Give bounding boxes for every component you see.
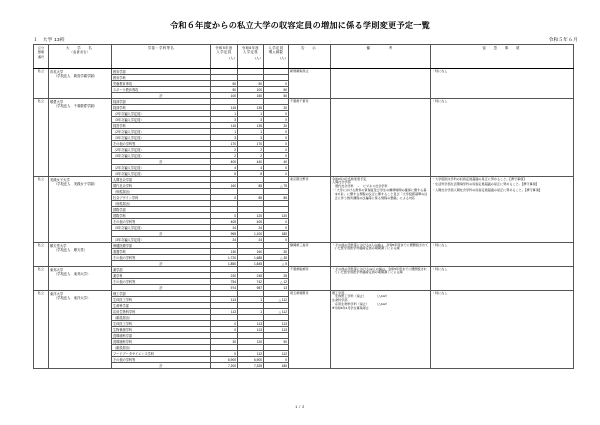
cell-total-delta: 180 [264, 231, 289, 237]
cell-university [49, 69, 112, 99]
cell-department: 人間社会学部 [112, 177, 211, 183]
cell-delta: △ 12 [264, 279, 289, 285]
cell-delta: △ 35 [264, 255, 289, 261]
cell-delta: 0 [264, 225, 289, 231]
cell-total-capacity-r6: 987 [238, 285, 264, 291]
university-corporation: （学校法人 実践女子学園） [54, 181, 97, 186]
cell-department: 理工学部 [112, 291, 211, 297]
cell-department: （新設届出） [112, 345, 211, 351]
cell-capacity-r5: 0 [211, 327, 238, 333]
cell-total-sub-capacity-r6: 8 [238, 171, 264, 177]
university-name: 東洋大学 [50, 291, 64, 296]
cell-capacity-r6: 2 [238, 147, 264, 153]
cell-capacity-r6: 2 [238, 153, 264, 159]
cell-total-sublabel: （2年次編入学定員） [112, 165, 211, 171]
caution-line: ・人間社会学部人間社会学科の収容定員超過の是正に努めること。【遵守事項】 [432, 188, 542, 193]
cell-capacity-r5: 405 [211, 219, 238, 225]
cell-department: 保健医療学部 [112, 243, 211, 249]
cell-notice: 静岡県三島市 [289, 243, 331, 267]
university-corporation: （学校法人 順天堂） [54, 247, 87, 252]
university-corporation: （学校法人 東邦大学） [54, 271, 91, 276]
col-university: 大 学 名 （設置者名） [49, 45, 112, 69]
cell-department: 経済学科 [112, 105, 211, 111]
section-label: １ 大学 13校 [33, 37, 65, 42]
cell-capacity-r6: 742 [238, 279, 264, 285]
cell-total-delta: 40 [264, 159, 289, 165]
cell-capacity-r5: 115 [211, 123, 238, 129]
cell-department: （3年次編入学定員） [112, 135, 211, 141]
cell-total-sub-delta: 0 [264, 171, 289, 177]
cell-department: （新設届出） [112, 315, 211, 321]
cell-capacity-r6: 245 [238, 273, 264, 279]
remark-line: 現代社会学科 → ビジネス社会学科 [332, 184, 388, 189]
university-name: 育英大学 [50, 69, 64, 74]
cell-total-capacity-r6: 1,845 [238, 261, 264, 267]
cell-department: 現代社会学科 [112, 183, 211, 189]
remark-line: ・その他の学科等における3人の減は、令和5年度までに既開設されていた医学部医学科臨時定員の期間満了による減 [332, 242, 429, 251]
col-remarks: 備 考 [331, 45, 431, 69]
cell-department: 食環境科学科 [112, 339, 211, 345]
university-corporation: （学校法人 新島学園学園） [54, 73, 97, 78]
cell-capacity-r6: 85 [238, 183, 264, 189]
cell-capacity-r5: 754 [211, 279, 238, 285]
cell-cautions: ・特になし [431, 291, 574, 369]
cell-delta: 0 [264, 111, 289, 117]
cell-total-sub-capacity-r5: 8 [211, 171, 238, 177]
cell-department: その他の学科等 [112, 141, 211, 147]
cell-delta: 20 [264, 123, 289, 129]
cell-department: （2年次編入学定員） [112, 147, 211, 153]
cell-kubun: 私立 [34, 69, 49, 99]
col-capacity-r6: 令和6年度 入学定員 (人) [238, 45, 264, 69]
date-label: 令和５年６月 [548, 37, 578, 42]
cell-remarks [331, 243, 431, 267]
cell-capacity-r5: 115 [211, 105, 238, 111]
cell-capacity-r5: 130 [211, 249, 238, 255]
table-header [34, 45, 574, 69]
cell-total-label: 計 [112, 261, 211, 267]
cell-delta: 113 [264, 321, 289, 327]
cell-capacity-r6: 135 [238, 123, 264, 129]
cell-department: 経営学科 [112, 123, 211, 129]
cell-delta: 25 [264, 273, 289, 279]
remark-line: ・その他の学科等における12人の減は、令和5年度までに既開設されていた医学部医学科臨時定員の期間満了による減 [332, 266, 427, 275]
cell-notice: 東京都日野市 [289, 177, 331, 243]
cell-capacity-r5: 170 [211, 141, 238, 147]
cell-capacity-r6: 1 [238, 129, 264, 135]
university-corporation: （学校法人 千葉敬愛学園） [54, 103, 97, 108]
cell-university [49, 177, 112, 243]
cell-total-sub-capacity-r6: 4 [238, 165, 264, 171]
cell-total-capacity-r6: 1,100 [238, 231, 264, 237]
cell-department: 薬学科 [112, 273, 211, 279]
cell-department: 国際学部 [112, 207, 211, 213]
cell-total-capacity-r5: 400 [211, 159, 238, 165]
cell-capacity-r5: 1 [211, 129, 238, 135]
cell-cautions: ・特になし [431, 99, 574, 177]
remark-line: 人間社会学部 [332, 180, 351, 185]
cell-notice: 新規募集停止 [289, 69, 331, 99]
cell-department: 経済学部 [112, 99, 211, 105]
cell-department: 教育学部 [112, 69, 211, 75]
remark-line: 理工学部 [332, 290, 345, 295]
cell-department: 食環境科学部 [112, 333, 211, 339]
cell-capacity-r6: 113 [238, 321, 264, 327]
cell-department: 教育学科 [112, 75, 211, 81]
cell-department: 生命科学部 [112, 303, 211, 309]
cell-capacity-r6: 3 [238, 135, 264, 141]
cell-capacity-r5: 24 [211, 225, 238, 231]
university-name: 敬愛大学 [50, 99, 64, 104]
cell-capacity-r6: 1 [238, 297, 264, 303]
cell-delta: △ 75 [264, 183, 289, 189]
cell-department: （3年次編入学定員） [112, 225, 211, 231]
cell-kubun: 私立 [34, 267, 49, 291]
cell-delta: 0 [264, 129, 289, 135]
cell-capacity-r6: 160 [238, 249, 264, 255]
cell-notice: 千葉県船橋市 [289, 267, 331, 291]
cell-department: （3年次編入学定員） [112, 117, 211, 123]
cell-remarks [331, 99, 431, 177]
cell-total-sub-capacity-r5: 4 [211, 165, 238, 171]
cell-capacity-r5: 1,720 [211, 255, 238, 261]
cell-total-sub-capacity-r5: 24 [211, 237, 238, 243]
cell-kubun: 私立 [34, 243, 49, 267]
cell-capacity-r6: 113 [238, 327, 264, 333]
cell-department: その他の学科等 [112, 219, 211, 225]
page-title: 令和６年度からの私立大学の収容定員の増加に係る学則変更予定一覧 [169, 21, 430, 30]
cell-total-capacity-r6: 150 [238, 93, 264, 99]
capacity-change-table [33, 44, 574, 369]
cell-department: （形態届出） [112, 201, 211, 207]
cell-capacity-r6: 120 [238, 339, 264, 345]
cell-delta: 20 [264, 105, 289, 111]
cell-cautions: ・特になし [431, 243, 574, 267]
cell-delta: △ 112 [264, 297, 289, 303]
cell-department: その他の学科等 [112, 255, 211, 261]
subheader [33, 37, 578, 43]
cell-delta: 0 [264, 117, 289, 123]
caution-line: ・生活科学部生活環境学科の収容定員超過の是正に努めること。【遵守事項】 [432, 182, 539, 187]
caution-line: ・大学院国文学科の収容定員超過の是正に努めること。【遵守事項】 [432, 176, 527, 181]
cell-capacity-r5: 160 [211, 183, 238, 189]
cell-capacity-r6: 24 [238, 225, 264, 231]
cell-total-sublabel: （3年次編入学定員） [112, 237, 211, 243]
university-name: 実践女子大学 [50, 177, 70, 182]
cell-capacity-r5: 0 [211, 351, 238, 357]
cell-department: 生物資源学科 [112, 327, 211, 333]
cell-total-label: 計 [112, 231, 211, 237]
cell-delta: 90 [264, 339, 289, 345]
cell-delta: 0 [264, 219, 289, 225]
cell-university [49, 291, 112, 369]
cell-remarks [331, 69, 431, 99]
cell-total-label: 計 [112, 93, 211, 99]
cell-capacity-r5: 113 [211, 309, 238, 315]
cell-capacity-r6: 135 [238, 105, 264, 111]
cell-remarks [331, 291, 431, 369]
cell-capacity-r6: 1 [238, 111, 264, 117]
cell-capacity-r5: 0 [211, 213, 238, 219]
cell-capacity-r6: 50 [238, 81, 264, 87]
cell-capacity-r6: 6,900 [238, 357, 264, 363]
cell-total-delta: 180 [264, 363, 289, 369]
cell-department: （2年次編入学定員） [112, 111, 211, 117]
cell-department: その他の学科等 [112, 279, 211, 285]
cell-department: 国際学科 [112, 213, 211, 219]
cell-total-capacity-r6: 7,325 [238, 363, 264, 369]
cell-capacity-r6: 1,685 [238, 255, 264, 261]
cell-delta: 0 [264, 153, 289, 159]
remark-line: 生命科学部 [332, 298, 348, 303]
remark-line: 令和6年4月名称変更予定 [332, 176, 367, 181]
cell-capacity-r5: 3 [211, 117, 238, 123]
cell-delta: 0 [264, 135, 289, 141]
cell-total-capacity-r5: 7,200 [211, 363, 238, 369]
cell-total-delta: △ 5 [264, 261, 289, 267]
cell-department: （3年次編入学定員） [112, 153, 211, 159]
remark-line: 生体医工学科（廃止） （△112） [332, 294, 389, 299]
cell-capacity-r5: 6,900 [211, 357, 238, 363]
cell-university [49, 267, 112, 291]
cell-department: 社会デザイン学科 [112, 195, 211, 201]
cell-department: （2年次編入学定員） [112, 129, 211, 135]
cell-total-label: 計 [112, 363, 211, 369]
cell-capacity-r6: 405 [238, 219, 264, 225]
cell-delta: 0 [264, 141, 289, 147]
cell-department: 児童教育専攻 [112, 81, 211, 87]
col-notice: 告 示 [289, 45, 331, 69]
cell-capacity-r5: 2 [211, 147, 238, 153]
cell-capacity-r6: 112 [238, 351, 264, 357]
cell-department: フードデータサイエンス学科 [112, 351, 211, 357]
cell-cautions [431, 177, 574, 243]
cell-total-delta: 13 [264, 285, 289, 291]
university-name: 順天堂大学 [50, 243, 67, 248]
cell-remarks [331, 177, 431, 243]
cell-total-delta: 50 [264, 93, 289, 99]
cell-delta: 30 [264, 249, 289, 255]
cell-notice: 千葉県千葉市 [289, 99, 331, 177]
cell-kubun: 私立 [34, 99, 49, 177]
cell-department: 生体医工学科 [112, 321, 211, 327]
cell-delta: 85 [264, 195, 289, 201]
cell-total-sublabel: （3年次編入学定員） [112, 171, 211, 177]
cell-capacity-r6: 170 [238, 141, 264, 147]
cell-total-label: 計 [112, 285, 211, 291]
cell-department: 生体医工学科 [112, 297, 211, 303]
cell-capacity-r6: 1 [238, 309, 264, 315]
cell-capacity-r5: 50 [211, 87, 238, 93]
cell-capacity-r5: 30 [211, 339, 238, 345]
cell-cautions: ・特になし [431, 69, 574, 99]
cell-capacity-r5: 0 [211, 321, 238, 327]
cell-total-label: 計 [112, 159, 211, 165]
cell-department: 応用生物科学科 [112, 309, 211, 315]
cell-delta: 0 [264, 147, 289, 153]
cell-total-sub-delta: 0 [264, 237, 289, 243]
page-number: 1 / 2 [295, 405, 305, 409]
cell-total-capacity-r5: 1,850 [211, 261, 238, 267]
remark-line: ・「大学における教育の質保証及び学生の履修時間の確保に関する基本方針」に関する規程の改正に関すること及び「大学設置基準の改正に伴う教育課程の改編等に係る規程の整備」による対応 [332, 188, 428, 200]
cell-total-capacity-r6: 440 [238, 159, 264, 165]
cell-capacity-r6: 3 [238, 117, 264, 123]
cell-capacity-r5: 220 [211, 273, 238, 279]
cell-department: 看護学科 [112, 249, 211, 255]
university-name: 東邦大学 [50, 267, 64, 272]
cell-total-sub-capacity-r6: 24 [238, 237, 264, 243]
col-cautions: 留 意 事 項 [431, 45, 574, 69]
cell-capacity-r6: 100 [238, 87, 264, 93]
remark-line: ※令和6年4月学生募集停止 [332, 305, 369, 310]
col-delta: 入学定員 増△減数 (人) [264, 45, 289, 69]
cell-cautions: ・特になし [431, 267, 574, 291]
table-body [34, 69, 574, 369]
cell-department: スポーツ教育専攻 [112, 87, 211, 93]
university-corporation: （学校法人 東洋大学） [54, 295, 91, 300]
cell-university [49, 243, 112, 267]
cell-total-capacity-r5: 965 [211, 231, 238, 237]
cell-department: 薬学部 [112, 267, 211, 273]
cell-total-sub-delta: 0 [264, 165, 289, 171]
cell-delta: 0 [264, 357, 289, 363]
col-department: 学部・学科等名 [112, 45, 211, 69]
cell-university [49, 99, 112, 177]
cell-capacity-r6: 85 [238, 195, 264, 201]
cell-kubun: 私立 [34, 291, 49, 369]
cell-delta: 120 [264, 213, 289, 219]
cell-total-capacity-r5: 974 [211, 285, 238, 291]
cell-department: その他の学科等 [112, 357, 211, 363]
cell-capacity-r5: 3 [211, 135, 238, 141]
cell-delta: 112 [264, 351, 289, 357]
cell-delta: 0 [264, 81, 289, 87]
cell-total-capacity-r5: 100 [211, 93, 238, 99]
remark-line: 応用生物科学科（廃止） （△112） [332, 302, 389, 307]
cell-delta: 50 [264, 87, 289, 93]
col-kubun: 区分 整理 番号 [34, 45, 49, 69]
cell-capacity-r6: 120 [238, 213, 264, 219]
cell-capacity-r5: 113 [211, 297, 238, 303]
cell-capacity-r5: 0 [211, 195, 238, 201]
cell-delta: 113 [264, 327, 289, 333]
cell-kubun: 私立 [34, 177, 49, 243]
cell-capacity-r5: 50 [211, 81, 238, 87]
cell-capacity-r5: 2 [211, 153, 238, 159]
cell-capacity-r5: 1 [211, 111, 238, 117]
col-capacity-r5: 令和5年度 入学定員 (人) [211, 45, 238, 69]
cell-notice: 埼玉県朝霞市 [289, 291, 331, 369]
cell-delta: △ 112 [264, 309, 289, 315]
cell-department: （形態届出） [112, 189, 211, 195]
cell-remarks [331, 267, 431, 291]
